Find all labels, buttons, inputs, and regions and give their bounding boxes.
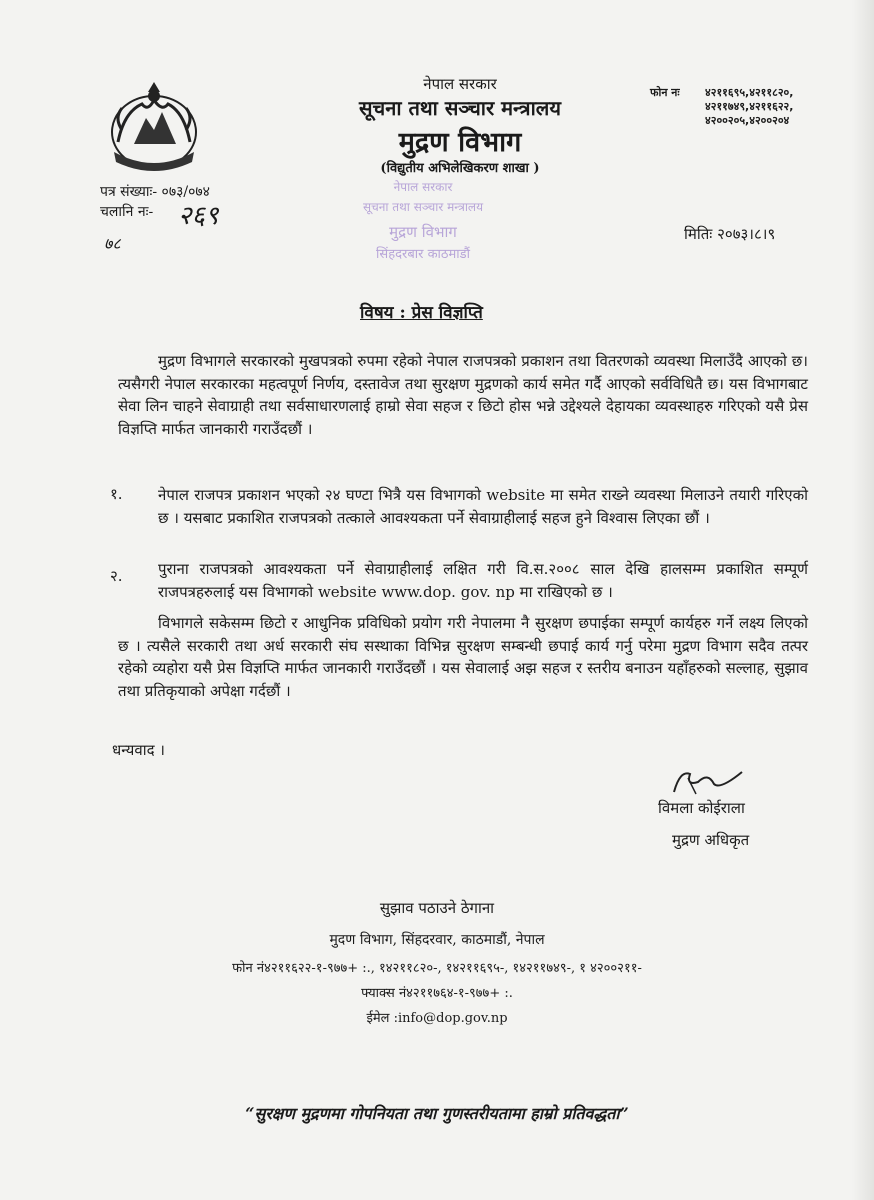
subject-heading: विषय : प्रेस विज्ञप्ति — [360, 303, 483, 323]
motto: “सुरक्षण मुद्रणमा गोपनियता तथा गुणस्तरीयतामा हाम्रो प्रतिवद्धता” — [245, 1104, 629, 1123]
closing-paragraph: विभागले सकेसम्म छिटो र आधुनिक प्रविधिको प्रयोग गरी नेपालमा नै सुरक्षण छपाईका सम्पूर्ण कार्यहरु गर्ने लक्ष्य लिएको छ । त्यसैले सरकारी तथा अर्ध सरकारी संघ सस्थाका विभिन्न सुरक्षण सम्बन्धी छपाई कार्य गर्नु परेमा मुद्रण विभाग सदैव तत्पर रहेको व्यहोरा यसै प्रेस विज्ञप्ति मार्फत जानकारी गराउँदछौं । यस सेवालाई अझ सहज र स्तरीय बनाउन यहाँहरुको सल्लाह, सुझाव तथा प्रतिकृयाको अपेक्षा गर्दछौं । — [118, 614, 808, 700]
date: मितिः २०७३।८।९ — [684, 225, 776, 243]
ministry-name: सूचना तथा सञ्चार मन्त्रालय — [359, 96, 561, 120]
dispatch-number-handwritten: २६९ — [178, 201, 219, 231]
footer-heading: सुझाव पठाउने ठेगाना — [379, 899, 495, 917]
stamp-line-2: सूचना तथा सञ्चार मन्त्रालय — [362, 200, 484, 214]
phone-number-3: ४२००२०५,४२००२०४ — [705, 114, 790, 127]
item-1-number: १. — [110, 485, 123, 503]
footer-phone: फोन नं४२११६२२-१-९७७+ :., १४२११८२०-, १४२११६९५-, १४२११७४९-, १ ४२००२११- — [232, 961, 642, 976]
branch-name: (विद्युतीय अभिलेखिकरण शाखा ) — [380, 161, 540, 176]
item-2-text: पुराना राजपत्रको आवश्यकता पर्ने सेवाग्राहीलाई लक्षित गरी वि.स.२००८ साल देखि हालसम्म प्रकाशित सम्पूर्ण राजपत्रहरुलाई यस विभागको website www.dop. gov. np मा राखिएको छ । — [158, 560, 808, 601]
footer-email: ईमेल :info@dop.gov.np — [366, 1011, 508, 1026]
item-2-number: २. — [110, 567, 123, 585]
signatory-name: विमला कोईराला — [658, 799, 745, 817]
phone-number-1: ४२११६९५,४२११८२०, — [705, 86, 794, 99]
office-stamp — [318, 168, 528, 268]
phone-label: फोन नः — [650, 86, 680, 99]
margin-note-handwritten: ७८ — [104, 234, 121, 253]
item-1-text: नेपाल राजपत्र प्रकाशन भएको २४ घण्टा भित्रै यस विभागको website मा समेत राख्ने व्यवस्था मिलाउने तयारी गरिएको छ । यसबाट प्रकाशित राजपत्रको तत्काले आवश्यकता पर्ने सेवाग्राहीलाई सहज हुने विश्वास लिएका छौं । — [158, 486, 808, 527]
thanks-text: धन्यवाद । — [112, 741, 165, 759]
footer-address: मुदण विभाग, सिंहदरवार, काठमाडौं, नेपाल — [329, 932, 545, 948]
stamp-line-4: सिंहदरबार काठमाडौं — [376, 247, 470, 262]
letter-number: पत्र संख्याः- ०७३/०७४ — [100, 184, 210, 200]
dispatch-label: चलानि नः- — [100, 204, 154, 220]
government-name: नेपाल सरकार — [423, 75, 497, 93]
nepal-emblem-icon — [104, 82, 204, 174]
signatory-title: मुद्रण अधिकृत — [672, 831, 750, 849]
stamp-line-3: मुद्रण विभाग — [389, 223, 457, 241]
stamp-line-1: नेपाल सरकार — [393, 180, 453, 194]
phone-number-2: ४२११७४९,४२११६२२, — [705, 100, 794, 113]
department-name: मुद्रण विभाग — [398, 127, 522, 158]
intro-paragraph: मुद्रण विभागले सरकारको मुखपत्रको रुपमा रहेको नेपाल राजपत्रको प्रकाशन तथा वितरणको व्यवस्था मिलाउँदै आएको छ। त्यसैगरी नेपाल सरकारका महत्वपूर्ण निर्णय, दस्तावेज तथा सुरक्षण मुद्रणको कार्य समेत गर्दै आएको सर्वविधितै छ। यस विभागबाट सेवा लिन चाहने सेवाग्राही तथा सर्वसाधारणलाई हाम्रो सेवा सहज र छिटो होस भन्ने उद्देश्यले देहायका व्यवस्थाहरु गरिएको यसै प्रेस विज्ञप्ति मार्फत जानकारी गराउँदछौं । — [118, 352, 808, 438]
footer-fax: फ्याक्स नं४२११७६४-१-९७७+ :. — [361, 986, 513, 1001]
signature-scribble-icon — [668, 764, 748, 800]
